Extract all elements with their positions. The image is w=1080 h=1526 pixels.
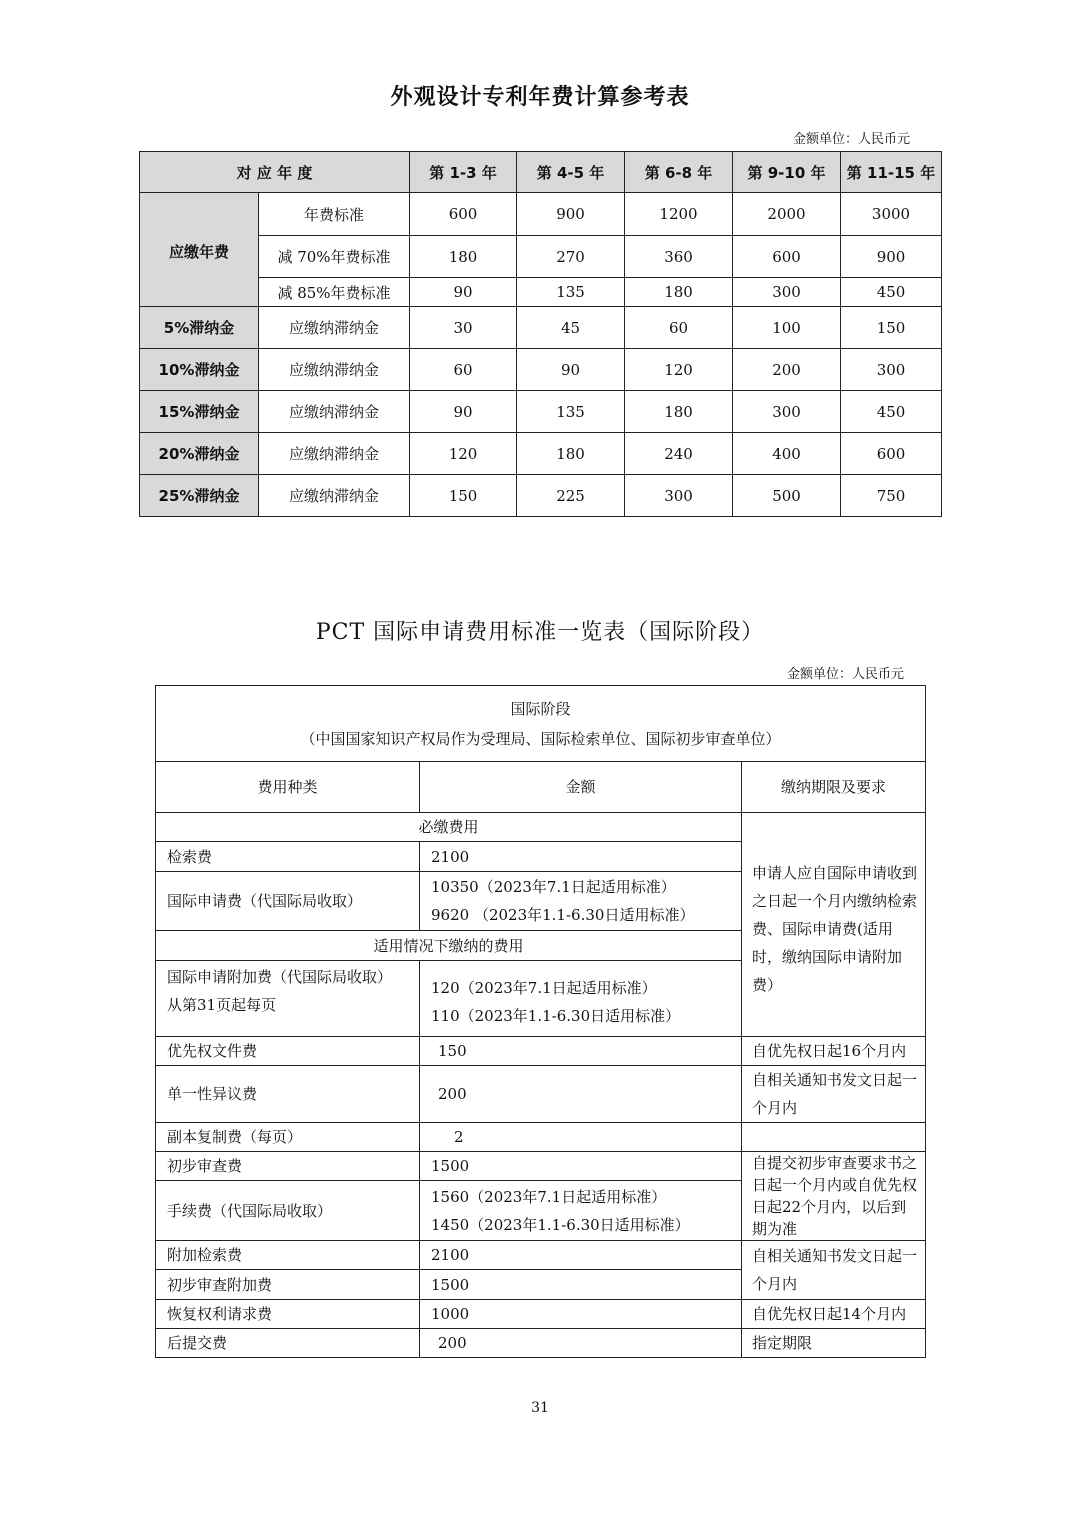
top-header-row [156, 686, 926, 762]
unity-fee-amount: 200 [420, 1066, 742, 1123]
cell: 450 [841, 391, 942, 433]
cell: 360 [625, 236, 733, 278]
table-row [156, 1037, 926, 1066]
row-label: 年费标准 [259, 193, 410, 236]
row-label: 应缴纳滞纳金 [259, 349, 410, 391]
row-label: 应缴纳滞纳金 [259, 307, 410, 349]
late-fee-head: 10%滞纳金 [140, 349, 259, 391]
col-header-amount: 金额 [420, 762, 742, 813]
header-year-6-8: 第 6-8 年 [625, 152, 733, 193]
cell: 1200 [625, 193, 733, 236]
intl-fee-amount [420, 872, 742, 931]
intl-fee-amount-2: 9620 （2023年1.1-6.30日适用标准） [431, 906, 695, 924]
table-row [156, 1152, 926, 1181]
extra-fee-name-1: 国际申请附加费（代国际局收取） [167, 968, 393, 986]
row-label: 应缴纳滞纳金 [259, 433, 410, 475]
table-row [156, 1329, 926, 1358]
intl-fee-amount-1: 10350（2023年7.1日起适用标准） [431, 878, 676, 896]
intl-fee-name: 国际申请费（代国际局收取） [156, 872, 420, 931]
late-fee-head: 20%滞纳金 [140, 433, 259, 475]
cell: 3000 [841, 193, 942, 236]
section-row [156, 813, 926, 842]
add-search-fee-name: 附加检索费 [156, 1241, 420, 1270]
late-submit-fee-amount: 200 [420, 1329, 742, 1358]
prelim-fee-amount: 1500 [420, 1152, 742, 1181]
unity-fee-name: 单一性异议费 [156, 1066, 420, 1123]
copy-fee-deadline [742, 1123, 926, 1152]
cell: 750 [841, 475, 942, 517]
priority-fee-amount: 150 [420, 1037, 742, 1066]
header-year-4-5: 第 4-5 年 [517, 152, 625, 193]
search-fee-name: 检索费 [156, 842, 420, 872]
col-header-deadline: 缴纳期限及要求 [742, 762, 926, 813]
cell: 45 [517, 307, 625, 349]
cell: 100 [733, 307, 841, 349]
handling-fee-name: 手续费（代国际局收取） [156, 1181, 420, 1241]
row-label: 减 85%年费标准 [259, 278, 410, 307]
add-prelim-fee-name: 初步审查附加费 [156, 1270, 420, 1300]
table-row [156, 1241, 926, 1270]
cell: 120 [410, 433, 517, 475]
section-optional: 适用情况下缴纳的费用 [156, 931, 742, 961]
restore-fee-deadline: 自优先权日起14个月内 [742, 1300, 926, 1329]
top-header [156, 686, 926, 762]
row-label: 应缴纳滞纳金 [259, 391, 410, 433]
extra-fee-name [156, 961, 420, 1037]
cell: 135 [517, 391, 625, 433]
row-label: 应缴纳滞纳金 [259, 475, 410, 517]
table-row [140, 349, 942, 391]
add-fee-deadline: 自相关通知书发文日起一个月内 [742, 1241, 926, 1300]
table-row [140, 391, 942, 433]
prelim-fee-name: 初步审查费 [156, 1152, 420, 1181]
add-search-fee-amount: 2100 [420, 1241, 742, 1270]
restore-fee-amount: 1000 [420, 1300, 742, 1329]
late-submit-fee-deadline: 指定期限 [742, 1329, 926, 1358]
late-fee-head: 25%滞纳金 [140, 475, 259, 517]
cell: 180 [410, 236, 517, 278]
table-row [140, 433, 942, 475]
pct-fee-table [155, 685, 926, 1358]
late-submit-fee-name: 后提交费 [156, 1329, 420, 1358]
extra-fee-amount-1: 120（2023年7.1日起适用标准） [431, 978, 657, 997]
cell: 450 [841, 278, 942, 307]
cell: 300 [733, 278, 841, 307]
annual-fee-table [139, 151, 942, 517]
unity-fee-deadline: 自相关通知书发文日起一个月内 [742, 1066, 926, 1123]
add-prelim-fee-amount: 1500 [420, 1270, 742, 1300]
header-year-9-10: 第 9-10 年 [733, 152, 841, 193]
table-row [140, 236, 942, 278]
table-row [156, 1123, 926, 1152]
header-year-11-15: 第 11-15 年 [841, 152, 942, 193]
cell: 30 [410, 307, 517, 349]
col-header-fee-type: 费用种类 [156, 762, 420, 813]
table-row [156, 1066, 926, 1123]
header-row [140, 152, 942, 193]
cell: 400 [733, 433, 841, 475]
group-label: 应缴年费 [140, 193, 259, 307]
table-row [140, 193, 942, 236]
cell: 200 [733, 349, 841, 391]
table2-title: PCT 国际申请费用标准一览表（国际阶段） [315, 620, 765, 645]
cell: 135 [517, 278, 625, 307]
cell: 120 [625, 349, 733, 391]
cell: 240 [625, 433, 733, 475]
priority-fee-name: 优先权文件费 [156, 1037, 420, 1066]
extra-fee-amount [420, 961, 742, 1037]
restore-fee-name: 恢复权利请求费 [156, 1300, 420, 1329]
late-fee-head: 15%滞纳金 [140, 391, 259, 433]
cell: 270 [517, 236, 625, 278]
cell: 150 [410, 475, 517, 517]
cell: 60 [410, 349, 517, 391]
cell: 150 [841, 307, 942, 349]
top-subtitle: （中国国家知识产权局作为受理局、国际检索单位、国际初步审查单位） [300, 729, 781, 748]
cell: 900 [517, 193, 625, 236]
cell: 600 [841, 433, 942, 475]
late-fee-head: 5%滞纳金 [140, 307, 259, 349]
extra-fee-amount-2: 110（2023年1.1-6.30日适用标准） [431, 1006, 681, 1025]
prelim-deadline: 自提交初步审查要求书之日起一个月内或自优先权日起22个月内，以后到期为准 [742, 1152, 926, 1241]
table1-unit: 金额单位：人民币元 [793, 132, 911, 147]
cell: 90 [410, 391, 517, 433]
main-deadline: 申请人应自国际申请收到之日起一个月内缴纳检索费、国际申请费(适用时，缴纳国际申请附加费） [742, 813, 926, 1037]
extra-fee-name-2: 从第31页起每页 [167, 996, 277, 1014]
cell: 90 [410, 278, 517, 307]
cell: 180 [625, 278, 733, 307]
cell: 300 [625, 475, 733, 517]
header-year-1-3: 第 1-3 年 [410, 152, 517, 193]
search-fee-amount: 2100 [420, 842, 742, 872]
column-header-row [156, 762, 926, 813]
cell: 2000 [733, 193, 841, 236]
top-title: 国际阶段 [510, 699, 571, 718]
table2-unit: 金额单位：人民币元 [787, 667, 905, 682]
cell: 90 [517, 349, 625, 391]
copy-fee-amount: 2 [420, 1123, 742, 1152]
handling-fee-amount-2: 1450（2023年1.1-6.30日适用标准） [431, 1215, 690, 1234]
row-label: 减 70%年费标准 [259, 236, 410, 278]
cell: 60 [625, 307, 733, 349]
cell: 225 [517, 475, 625, 517]
section-required: 必缴费用 [156, 813, 742, 842]
cell: 900 [841, 236, 942, 278]
table-row [140, 307, 942, 349]
table-row [156, 1300, 926, 1329]
cell: 180 [625, 391, 733, 433]
page-number: 31 [531, 1400, 549, 1416]
table1-title: 外观设计专利年费计算参考表 [390, 84, 690, 110]
copy-fee-name: 副本复制费（每页） [156, 1123, 420, 1152]
header-year-label: 对 应 年 度 [140, 152, 410, 193]
cell: 300 [841, 349, 942, 391]
table-row [140, 278, 942, 307]
handling-fee-amount-1: 1560（2023年7.1日起适用标准） [431, 1187, 667, 1206]
cell: 180 [517, 433, 625, 475]
cell: 600 [733, 236, 841, 278]
cell: 500 [733, 475, 841, 517]
handling-fee-amount [420, 1181, 742, 1241]
table-row [140, 475, 942, 517]
cell: 600 [410, 193, 517, 236]
cell: 300 [733, 391, 841, 433]
priority-fee-deadline: 自优先权日起16个月内 [742, 1037, 926, 1066]
